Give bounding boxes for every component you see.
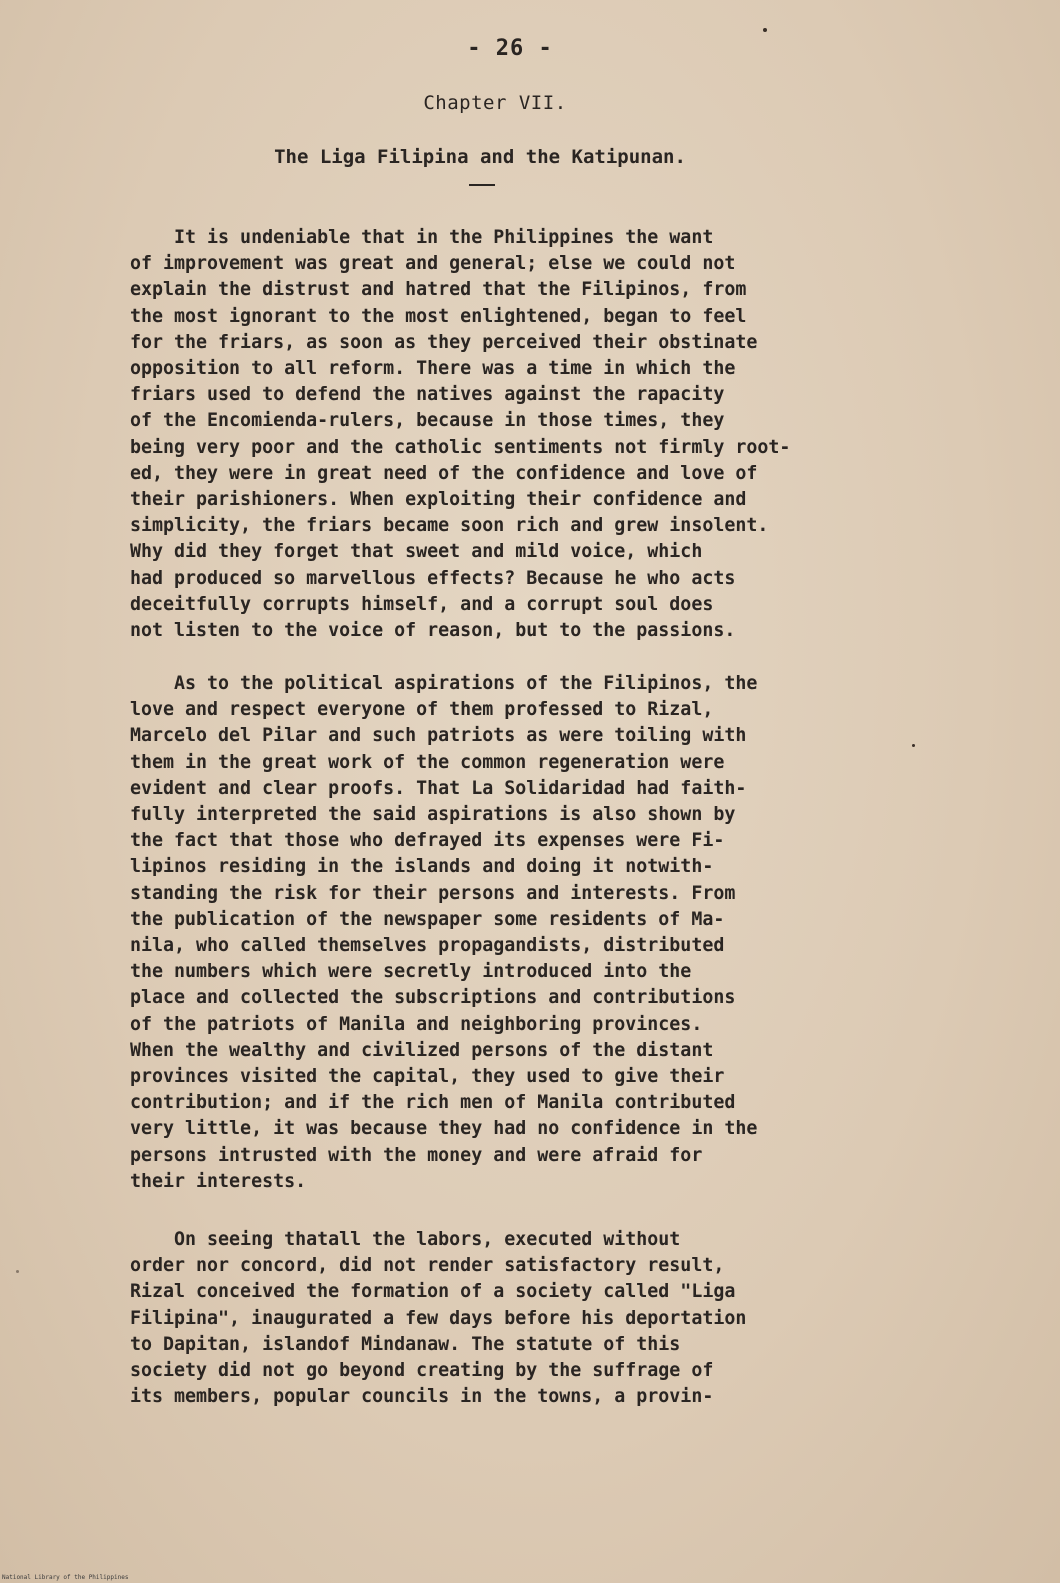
footer-credit: National Library of the Philippines [2,1574,129,1581]
paper-speck [16,1270,19,1273]
chapter-title: Chapter VII. [423,92,567,114]
section-rule [469,184,495,186]
paper-speck [763,28,767,32]
body-paragraph-3: On seeing thatall the labors, executed without order nor concord, did not render satisfactory result, Rizal conceived the formation of a society called "Liga Filipina", inaugurated a few days before his deportation to Dapitan, islandof Mindanaw. The statute of this society did not go beyond creating by the suffrage of its members, popular councils in the towns, a provin- [130,1229,747,1408]
paper-speck [912,744,915,747]
page-number: - 26 - [467,36,553,61]
body-paragraph-1: It is undeniable that in the Philippines the want of improvement was great and general; else we could not explain the distrust and hatred that the Filipinos, from the most ignorant to the most enlightened, began to feel for the friars, as soon as they perceived their obstinate opposition to all reform. There was a time in which the friars used to defend the natives against the rapacity of the Encomienda-rulers, because in those times, they being very poor and the catholic sentiments not firmly root- ed, they were in great need of the confidence and love of their parishioners. When exploiting their confidence and simplicity, the friars became soon rich and grew insolent. Why did they forget that sweet and mild voice, which had produced so marvellous effects? Because he who acts deceitfully corrupts himself, and a corrupt soul does not listen to the voice of reason, but to the passions. [130,227,791,642]
section-title: The Liga Filipina and the Katipunan. [274,146,686,168]
body-paragraph-2: As to the political aspirations of the Filipinos, the love and respect everyone of them professed to Rizal, Marcelo del Pilar and such patriots as were toiling with them in the great work of the common regeneration were evident and clear proofs. That La Solidaridad had faith- fully interpreted the said aspirations is also shown by the fact that those who defrayed its expenses were Fi- lipinos residing in the islands and doing it notwith- standing the risk for their persons and interests. From the publication of the newspaper some residents of Ma- nila, who called themselves propagandists, distributed the numbers which were secretly introduced into the place and collected the subscriptions and contributions of the patriots of Manila and neighboring provinces. When the wealthy and civilized persons of the distant provinces visited the capital, they used to give their contribution; and if the rich men of Manila contributed very little, it was because they had no confidence in the persons intrusted with the money and were afraid for their interests. [130,673,758,1192]
